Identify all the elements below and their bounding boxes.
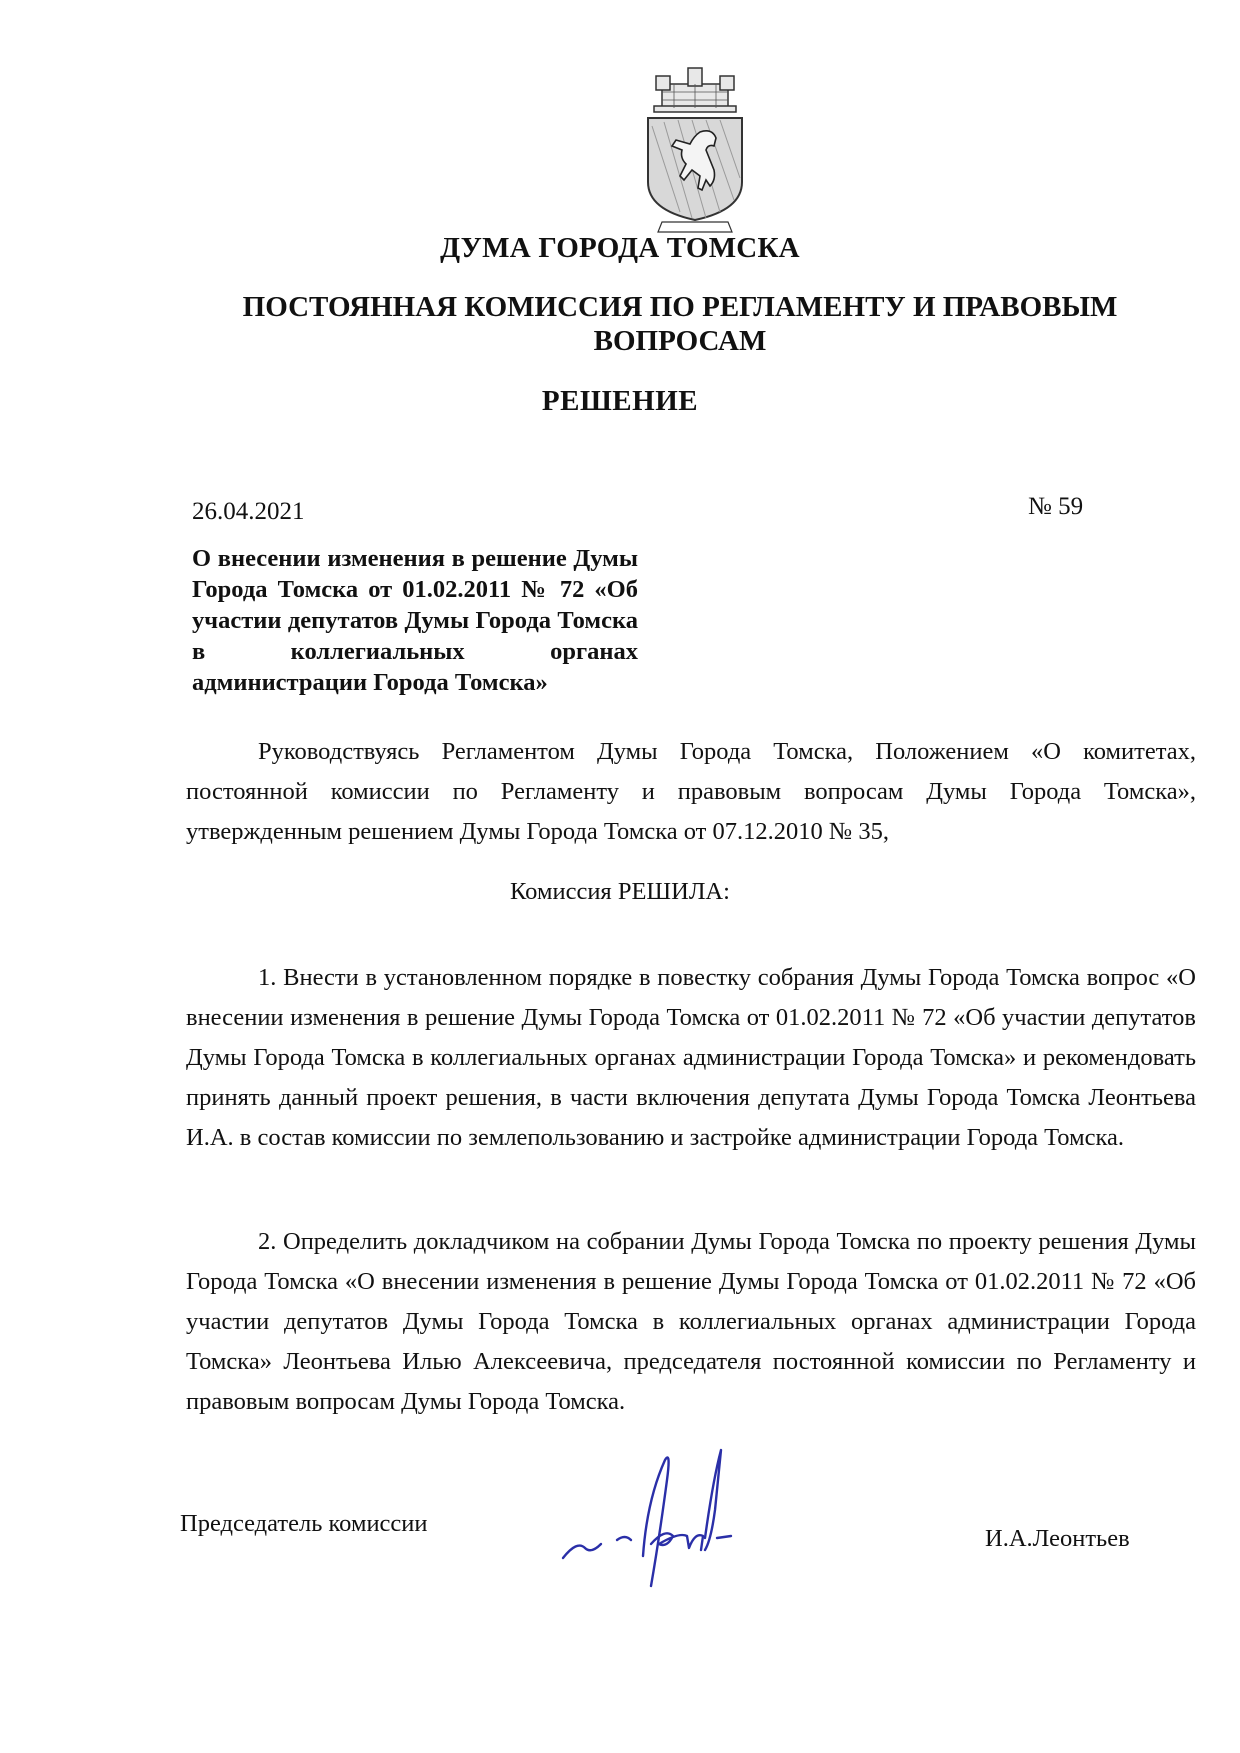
document-type: РЕШЕНИЕ	[541, 385, 699, 417]
organization-name: ДУМА ГОРОДА ТОМСКА	[440, 232, 800, 264]
decision-heading: Комиссия РЕШИЛА:	[510, 878, 730, 905]
motto-ribbon	[658, 222, 732, 232]
decision-item-2: 2. Определить докладчиком на собрании Думы Города Томска по проекту решения Думы Города Томска «О внесении изменения в решение Думы Города Томска от 01.02.2011 № 72 «Об участии депутатов Думы Города Томска в коллегиальных органах администрации Города Томска» Леонтьева Илью Алексеевича, председателя постоянной комиссии по Регламенту и правовым вопросам Думы Города Томска.	[186, 1228, 1196, 1415]
signer-name: И.А.Леонтьев	[985, 1525, 1130, 1552]
preamble-paragraph: Руководствуясь Регламентом Думы Города Томска, Положением «О комитетах, постоянной комиссии по Регламенту и правовым вопросам Думы Города Томска», утвержденным решением Думы Города Томска от 07.12.2010 № 35,	[186, 738, 1196, 845]
document-date: 26.04.2021	[192, 498, 305, 525]
document-number: № 59	[1028, 493, 1084, 520]
signer-title: Председатель комиссии	[180, 1510, 428, 1537]
decision-item-1: 1. Внести в установленном порядке в повестку собрания Думы Города Томска вопрос «О внесении изменения в решение Думы Города Томска от 01.02.2011 № 72 «Об участии депутатов Думы Города Томска в коллегиальных органах администрации Города Томска» и рекомендовать принять данный проект решения, в части включения депутата Думы Города Томска Леонтьева И.А. в состав комиссии по землепользованию и застройке администрации Города Томска.	[186, 964, 1196, 1151]
handwritten-signature	[555, 1440, 795, 1590]
document-subject: О внесении изменения в решение Думы Города Томска от 01.02.2011 № 72 «Об участии депутатов Думы Города Томска в коллегиальных органах администрации Города Томска»	[192, 545, 638, 696]
tomsk-coat-of-arms-icon	[640, 62, 750, 238]
commission-name: ПОСТОЯННАЯ КОМИССИЯ ПО РЕГЛАМЕНТУ И ПРАВОВЫМ ВОПРОСАМ	[242, 291, 1118, 357]
